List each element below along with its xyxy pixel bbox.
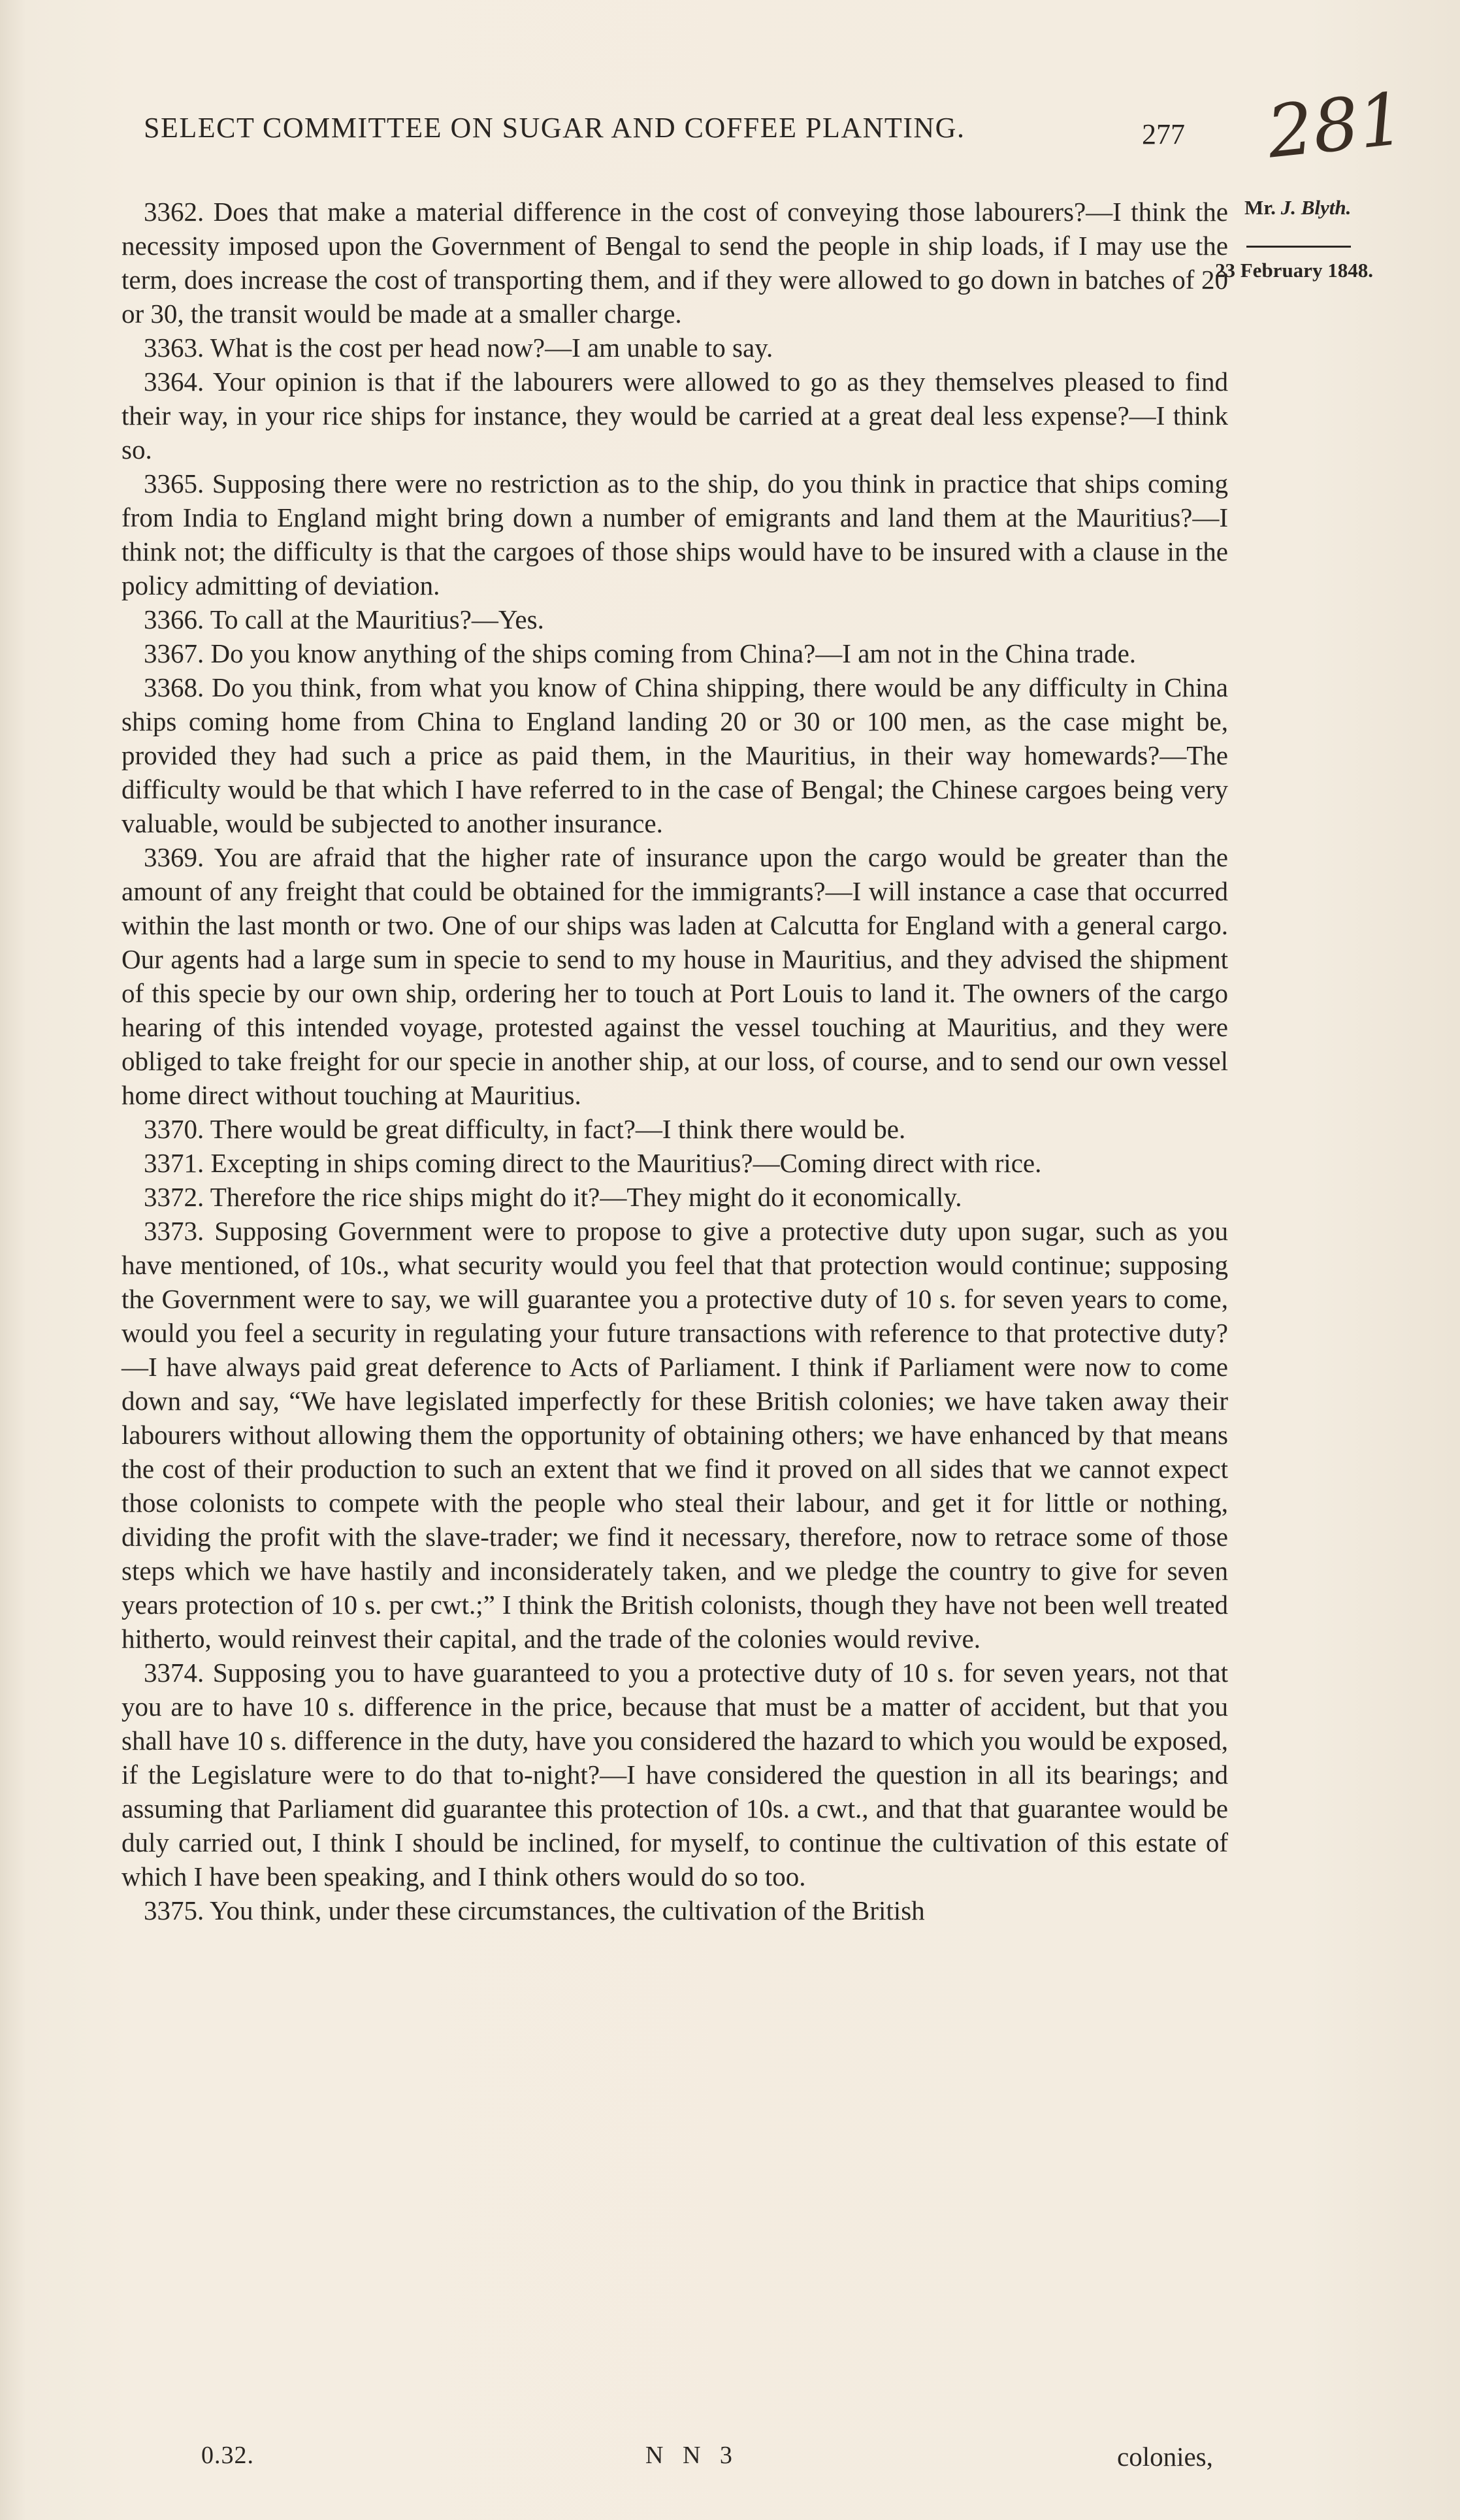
witness-name: J. Blyth.: [1280, 196, 1352, 219]
paragraph-3367: 3367. Do you know anything of the ships coming from China?—I am not in the China trade.: [144, 638, 1137, 668]
handwritten-folio-number: 281: [1263, 76, 1409, 174]
paragraph-3370: 3370. There would be great difficulty, in fact?—I think there would be.: [144, 1114, 906, 1144]
paragraph-3362: 3362. Does that make a material difference in the cost of conveying those labourers?—I think the necessity imposed upon the Government of Bengal to send the people in ship loads, if I may use the term, does increase the cost of transporting them, and if they were allowed to go down in batches of 20 or 30, the transit would be made at a smaller charge.: [122, 197, 1228, 329]
paragraph-3368: 3368. Do you think, from what you know of China shipping, there would be any difficulty in China ships coming home from China to England landing 20 or 30 or 100 men, as the case might be, provided they had such a price as paid them, in the Mauritius, in their way homewards?—The difficulty would be that which I have referred to in the case of Bengal; the Chinese cargoes being very valuable, would be subjected to another insurance.: [122, 672, 1228, 838]
margin-date: 23 February 1848.: [1215, 259, 1373, 282]
paragraph-3375: 3375. You think, under these circumstances, the cultivation of the British: [144, 1895, 925, 1925]
margin-witness: [1244, 196, 1351, 220]
paragraph-3372: 3372. Therefore the rice ships might do it?—They might do it economically.: [144, 1182, 962, 1212]
testimony-body: [122, 195, 1228, 1927]
footer-reference: 0.32.: [201, 2442, 254, 2469]
paragraph-3364: 3364. Your opinion is that if the labourers were allowed to go as they themselves pleased to find their way, in your rice ships for instance, they would be carried at a great deal less expense?—I think so.: [122, 367, 1228, 465]
paragraph-3363: 3363. What is the cost per head now?—I am unable to say.: [144, 333, 773, 363]
paragraph-3365: 3365. Supposing there were no restriction as to the ship, do you think in practice that ships coming from India to England might bring down a number of emigrants and land them at the Mauritius?—I think not; the difficulty is that the cargoes of those ships would have to be insured with a clause in the policy admitting of deviation.: [122, 468, 1228, 600]
paragraph-3371: 3371. Excepting in ships coming direct to the Mauritius?—Coming direct with rice.: [144, 1148, 1042, 1178]
page-number: 277: [1142, 118, 1185, 150]
footer-catchword: colonies,: [1117, 2442, 1213, 2472]
paragraph-3369: 3369. You are afraid that the higher rate of insurance upon the cargo would be greater than the amount of any freight that could be obtained for the immigrants?—I will instance a case that occurred within the last month or two. One of our ships was laden at Calcutta for England with a general cargo. Our agents had a large sum in specie to send to my house in Mauritius, and they advised the shipment of this specie by our own ship, ordering her to touch at Port Louis to land it. The owners of the cargo hearing of this intended voyage, protested against the vessel touching at Mauritius, and they were obliged to take freight for our specie in another ship, at our loss, of course, and to send our own vessel home direct without touching at Mauritius.: [122, 842, 1228, 1110]
paragraph-3374: 3374. Supposing you to have guaranteed to you a protective duty of 10 s. for seven years, not that you are to have 10 s. difference in the price, because that must be a matter of accident, but that you shall have 10 s. difference in the duty, have you considered the hazard to which you would be exposed, if the Legislature were to do that to-night?—I have considered the question in all its bearings; and assuming that Parliament did guarantee this protection of 10s. a cwt., and that that guarantee would be duly carried out, I think I should be inclined, for myself, to continue the cultivation of this estate of which I have been speaking, and I think others would do so too.: [122, 1658, 1228, 1891]
footer-signature-mark: N N 3: [645, 2442, 739, 2469]
paragraph-3373: 3373. Supposing Government were to propose to give a protective duty upon sugar, such as you have mentioned, of 10s., what security would you feel that that protection would continue; supposing the Government were to say, we will guarantee you a protective duty of 10 s. for seven years to come, would you feel a security in regulating your future transactions with reference to that protective duty?—I have always paid great deference to Acts of Parliament. I think if Parliament were now to come down and say, “We have legislated imperfectly for these British colonies; we have taken away their labourers without allowing them the opportunity of obtaining others; we have enhanced by that means the cost of their production to such an extent that we find it proved on all sides that we cannot expect those colonists to compete with the people who steal their labour, and get it for little or nothing, dividing the profit with the slave-trader; we find it necessary, therefore, now to retrace some of those steps which we have hastily and inconsiderately taken, and we pledge the country to give for seven years protection of 10 s. per cwt.;” I think the British colonists, though they have not been well treated hitherto, would reinvest their capital, and the trade of the colonies would revive.: [122, 1216, 1228, 1654]
witness-prefix: Mr.: [1244, 196, 1276, 219]
paragraph-3366: 3366. To call at the Mauritius?—Yes.: [144, 604, 544, 634]
margin-rule: [1246, 246, 1351, 248]
page-title: SELECT COMMITTEE ON SUGAR AND COFFEE PLANTING.: [144, 112, 965, 144]
